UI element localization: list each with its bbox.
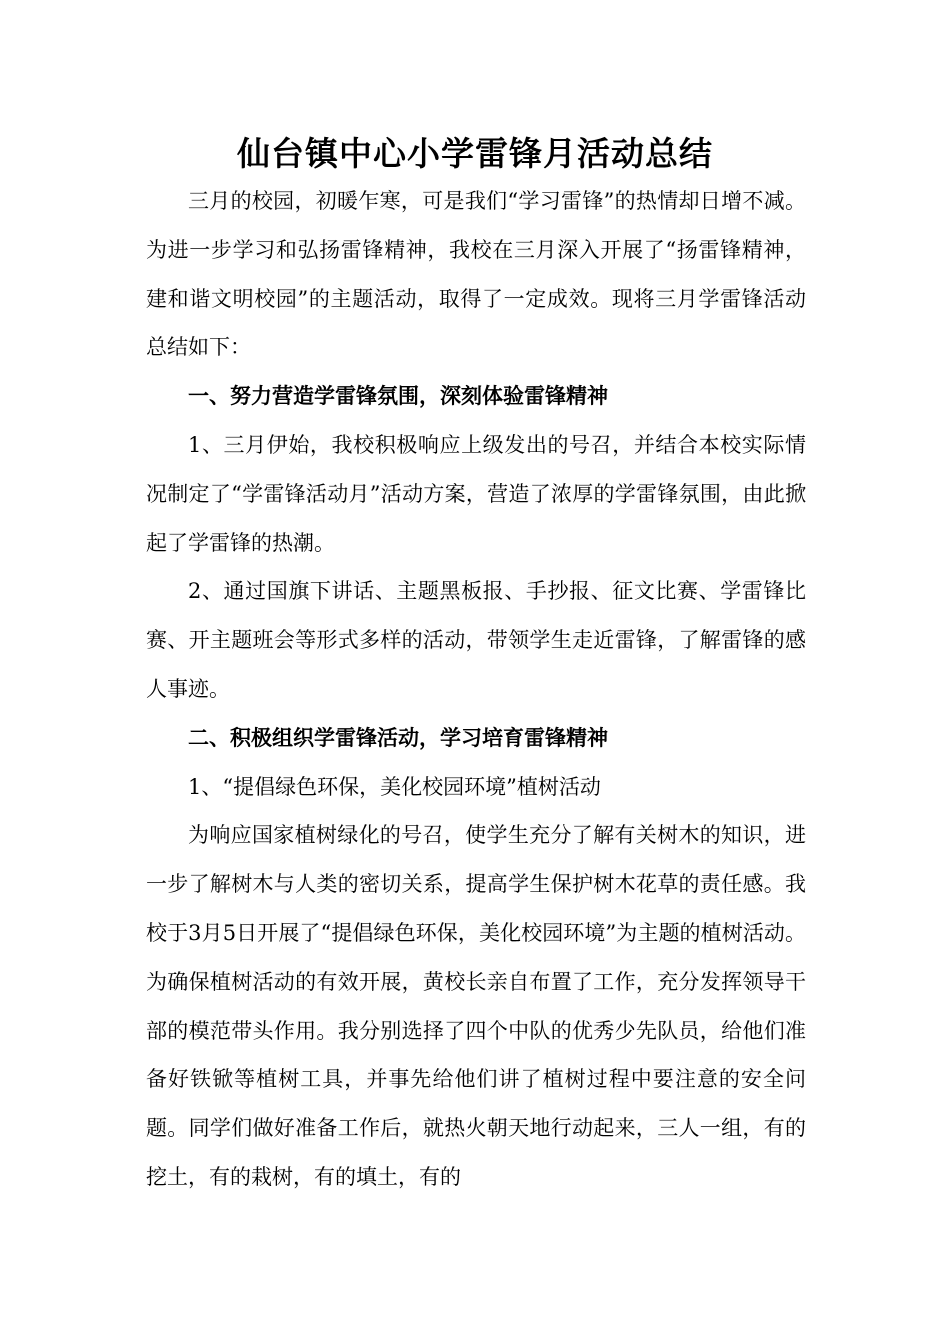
section-heading-2: 二、积极组织学雷锋活动，学习培育雷锋精神: [188, 724, 608, 750]
section-1-item-1: 1、三月伊始，我校积极响应上级发出的号召，并结合本校实际情况制定了“学雷锋活动月”活动方案，营造了浓厚的学雷锋氛围，由此掀起了学雷锋的热潮。: [146, 432, 806, 555]
document-title: 仙台镇中心小学雷锋月活动总结: [237, 134, 713, 173]
section-2-item-1-paragraph: 为响应国家植树绿化的号召，使学生充分了解有关树木的知识，进一步了解树木与人类的密切关系，提高学生保护树木花草的责任感。我校于3月5日开展了“提倡绿色环保，美化校园环境”为主题的植树活动。为确保植树活动的有效开展，黄校长亲自布置了工作，充分发挥领导干部的模范带头作用。我分别选择了四个中队的优秀少先队员，给他们准备好铁锨等植树工具，并事先给他们讲了植树过程中要注意的安全问题。同学们做好准备工作后，就热火朝天地行动起来，三人一组，有的挖土，有的栽树，有的填土，有的: [146, 823, 806, 1189]
intro-paragraph: 三月的校园，初暖乍寒，可是我们“学习雷锋”的热情却日增不减。为进一步学习和弘扬雷锋精神，我校在三月深入开展了“扬雷锋精神，建和谐文明校园”的主题活动，取得了一定成效。现将三月学雷锋活动总结如下：: [146, 189, 806, 360]
section-1-item-2: 2、通过国旗下讲话、主题黑板报、手抄报、征文比赛、学雷锋比赛、开主题班会等形式多样的活动，带领学生走近雷锋，了解雷锋的感人事迹。: [146, 579, 806, 701]
section-heading-1: 一、努力营造学雷锋氛围，深刻体验雷锋精神: [188, 383, 608, 409]
section-2-subheading-1: 1、“提倡绿色环保，美化校园环境”植树活动: [188, 774, 601, 799]
document-body: [146, 177, 806, 1202]
